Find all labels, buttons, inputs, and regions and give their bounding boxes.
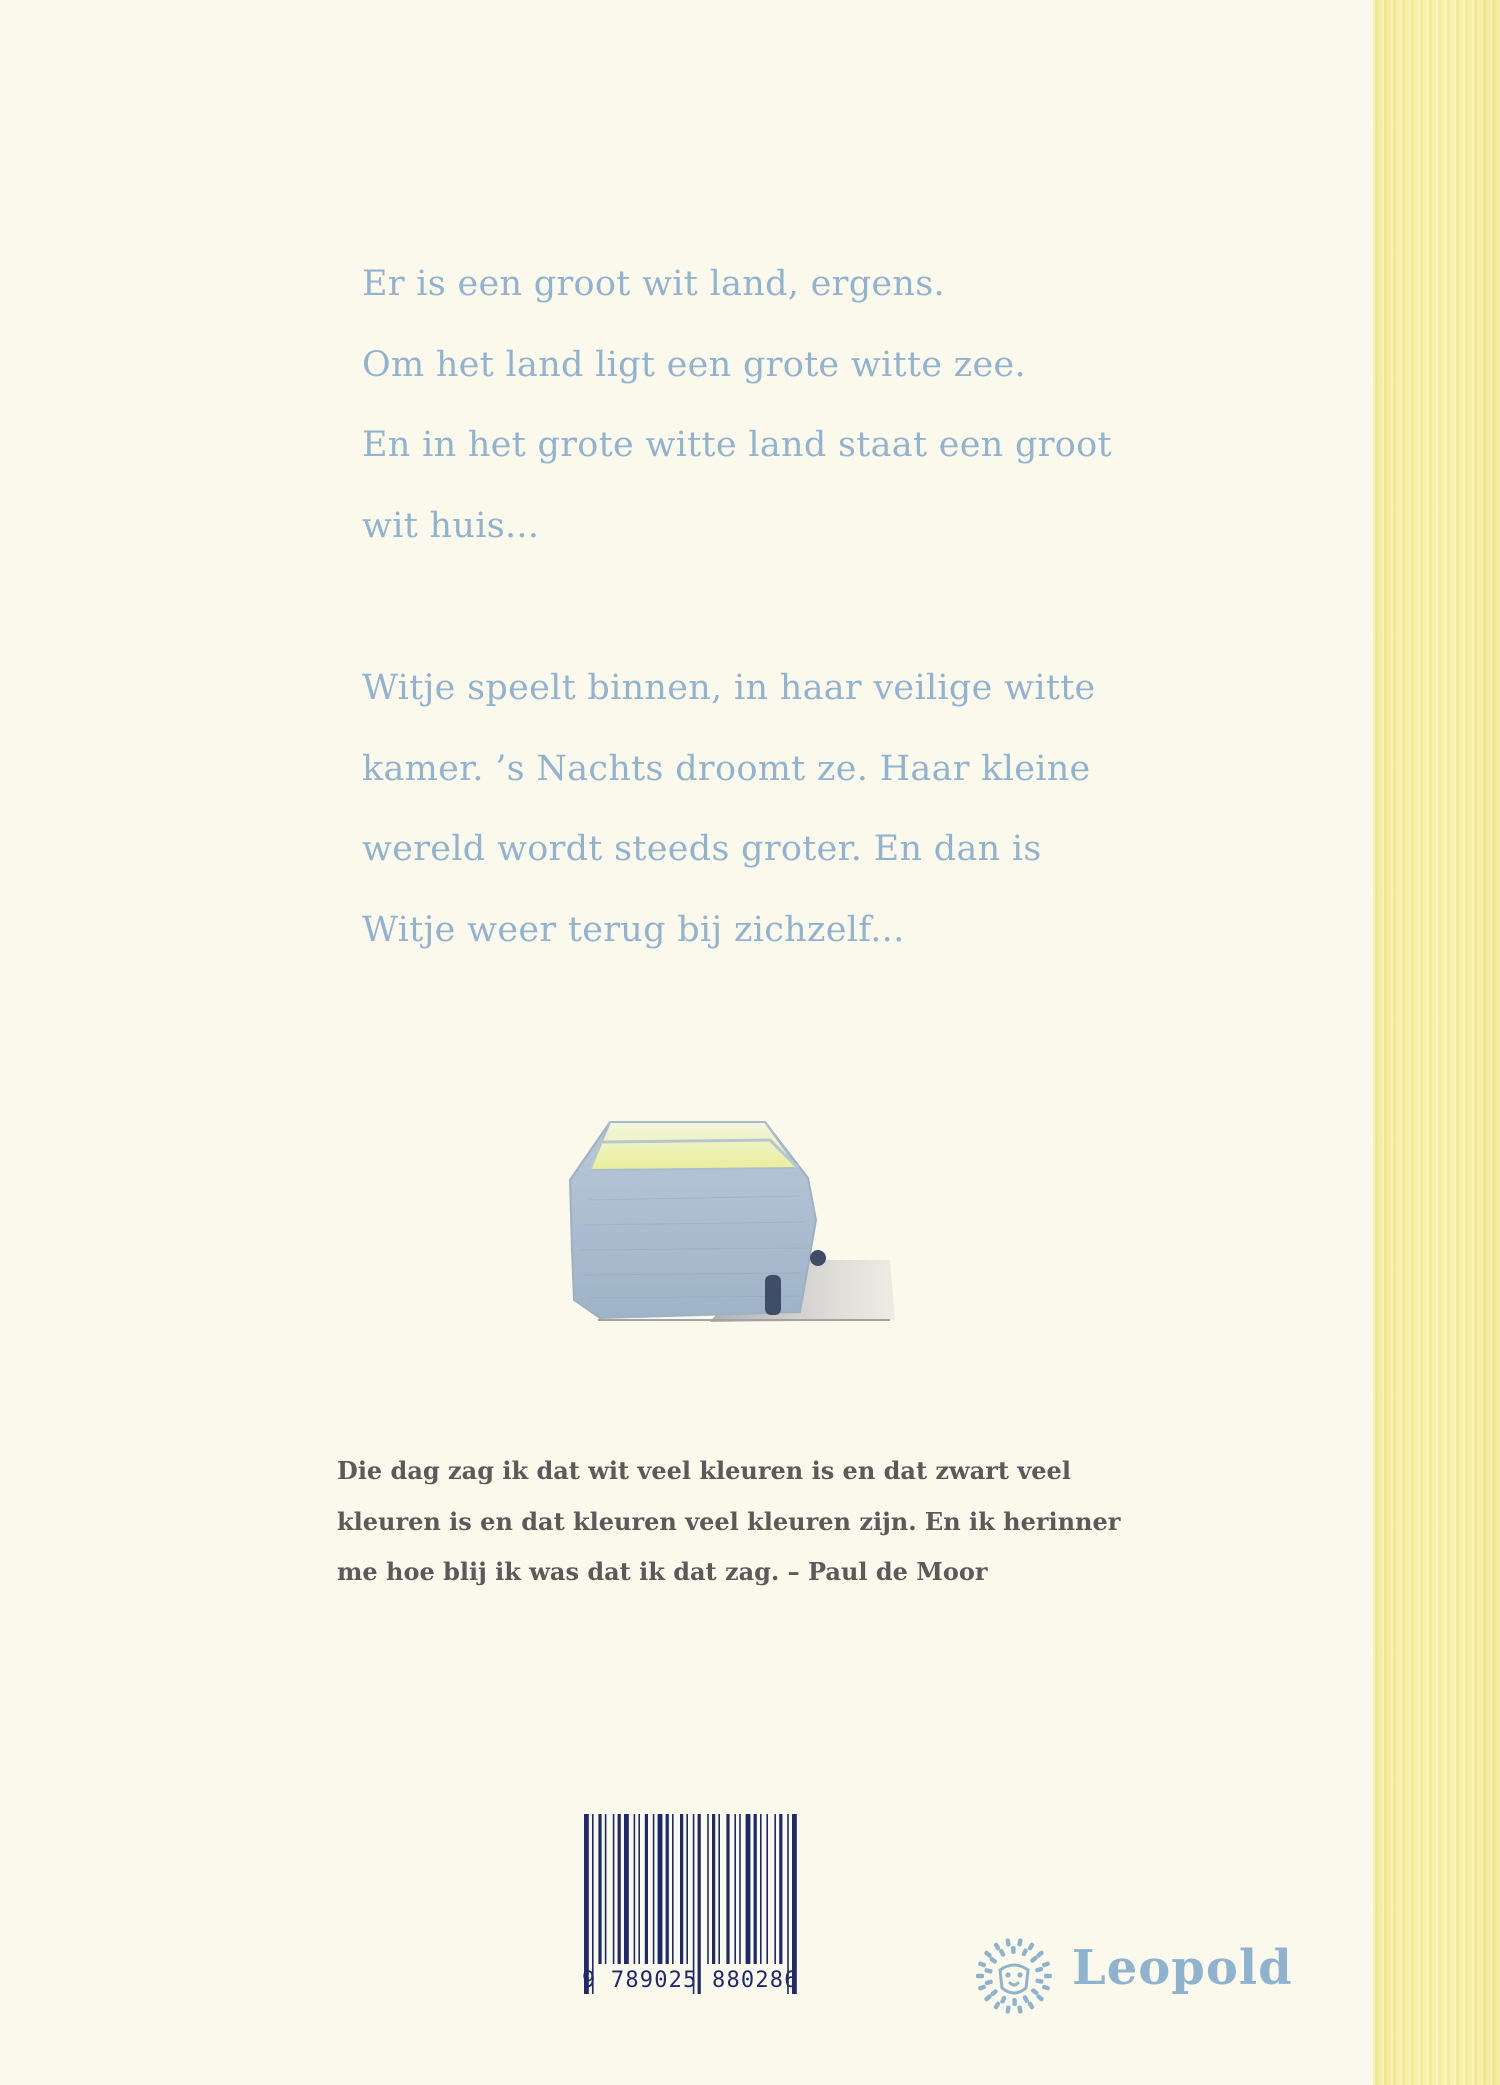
- quote-line: me hoe blij ik was dat ik dat zag. – Paul de Moor: [337, 1557, 988, 1586]
- barcode-bar: [792, 1814, 797, 1994]
- blurb-line: wit huis...: [362, 505, 540, 546]
- barcode-bar: [624, 1814, 629, 1964]
- barcode-bar: [666, 1814, 669, 1964]
- yellow-spine-strip: [1373, 0, 1500, 2085]
- barcode-bar: [739, 1814, 741, 1964]
- blurb-line: wereld wordt steeds groter. En dan is: [362, 829, 1042, 869]
- barcode-bar: [634, 1814, 636, 1964]
- barcode-bar: [693, 1814, 695, 1994]
- barcode-bar: [734, 1814, 736, 1964]
- blurb-paragraph-1: [362, 244, 1202, 566]
- barcode-bar: [787, 1814, 789, 1994]
- author-quote: [337, 1446, 1121, 1598]
- barcode-bar: [726, 1814, 729, 1964]
- blurb-line: Witje weer terug bij zichzelf...: [362, 909, 905, 950]
- barcode-bar: [760, 1814, 762, 1964]
- barcode-bar: [613, 1814, 615, 1964]
- isbn-digits: 9 789025 880286: [582, 1968, 799, 1993]
- blurb-line: En in het grote witte land staat een groot: [362, 425, 1112, 465]
- quote-line: Die dag zag ik dat wit veel kleuren is en dat zwart veel: [337, 1456, 1071, 1485]
- white-house-illustration: [560, 1110, 900, 1330]
- barcode-bar: [618, 1814, 621, 1964]
- barcode-bar: [754, 1814, 757, 1964]
- blurb-line: Om het land ligt een grote witte zee.: [362, 344, 1026, 385]
- barcode-bar: [774, 1814, 776, 1964]
- barcode-bar: [680, 1814, 683, 1964]
- barcode-bar: [718, 1814, 720, 1964]
- barcode-bar: [584, 1814, 589, 1994]
- barcode-bar: [653, 1814, 655, 1964]
- publisher-logo: [970, 1930, 1293, 2020]
- blurb-line: kamer. ’s Nachts droomt ze. Haar kleine: [362, 748, 1091, 789]
- quote-line: kleuren is en dat kleuren veel kleuren zijn. En ik herinner: [337, 1506, 1121, 1536]
- barcode-bar: [598, 1814, 601, 1964]
- barcode-bar: [746, 1814, 751, 1964]
- barcode-bar: [712, 1814, 715, 1964]
- blurb-paragraph-2: [362, 648, 1202, 970]
- barcode-bar: [645, 1814, 648, 1964]
- blurb-line: Witje speelt binnen, in haar veilige witte: [362, 668, 1096, 708]
- barcode-bar: [638, 1814, 640, 1964]
- barcode-bar: [605, 1814, 607, 1964]
- house-door: [765, 1275, 781, 1315]
- barcode-bar: [658, 1814, 663, 1964]
- barcode-bar: [707, 1814, 709, 1964]
- barcode-bar: [766, 1814, 768, 1964]
- barcode-bar: [592, 1814, 594, 1994]
- barcode-bar: [686, 1814, 688, 1964]
- barcode-bar: [698, 1814, 701, 1994]
- barcode-bar: [779, 1814, 782, 1964]
- house-roof: [590, 1122, 798, 1170]
- blurb-line: Er is een groot wit land, ergens.: [362, 264, 945, 304]
- lion-face-icon: [970, 1930, 1058, 2018]
- house-window: [810, 1250, 826, 1266]
- barcode-bar: [672, 1814, 674, 1964]
- publisher-name: Leopold: [1072, 1940, 1293, 1996]
